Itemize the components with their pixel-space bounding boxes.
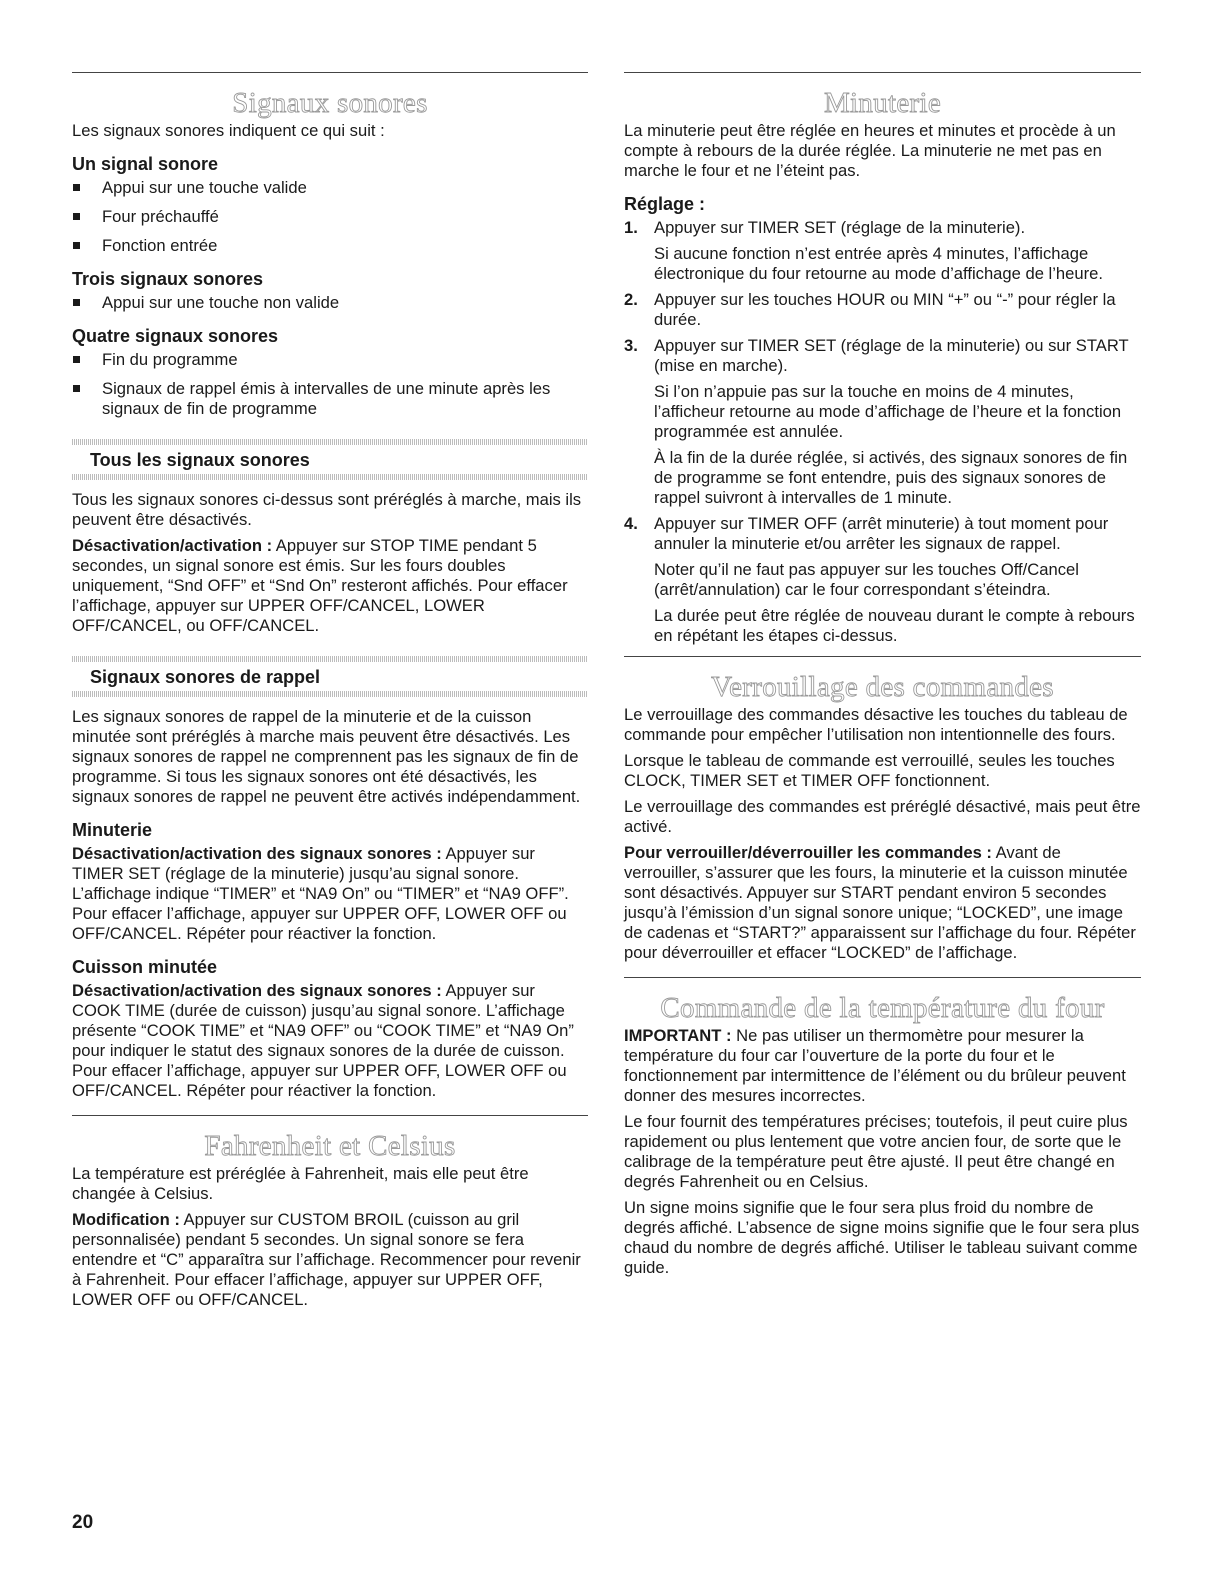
section-rule bbox=[72, 1115, 588, 1116]
fahrenheit-p1: La température est préréglée à Fahrenheit, mais elle peut être changée à Celsius. bbox=[72, 1164, 529, 1203]
list-item: Fonction entrée bbox=[72, 236, 588, 256]
rappel-p1: Les signaux sonores de rappel de la minuterie et de la cuisson minutée sont préréglés à marche mais peuvent être désactivés. Les signaux sonores de rappel ne comprennent pas les signaux de fin de programme. Si tous les signaux sonores ont été désactivés, les signaux sonores de rappel ne peuvent être activés indépendamment. bbox=[72, 707, 581, 806]
step-number: 2. bbox=[624, 290, 638, 309]
step-note: Si l’on n’appuie pas sur la touche en moins de 4 minutes, l’afficheur retourne au mode d’affichage de l’heure et la fonction programmée est annulée. bbox=[654, 382, 1122, 441]
temperature-p3: Un signe moins signifie que le four sera plus froid du nombre de degrés affiché. L’absence de signe moins signifie que le four sera plus chaud du nombre de degrés affiché. Utiliser le tableau suivant comme guide. bbox=[624, 1198, 1140, 1277]
tous-p2 bbox=[72, 536, 588, 636]
step-text: Appuyer sur TIMER SET (réglage de la minuterie) ou sur START (mise en marche). bbox=[654, 336, 1129, 375]
list-item: Four préchauffé bbox=[72, 207, 588, 227]
heading-tous-signaux: Tous les signaux sonores bbox=[90, 450, 310, 470]
bold-label: IMPORTANT : bbox=[624, 1026, 732, 1045]
list-quatre-signaux bbox=[72, 350, 588, 419]
section-title-signaux-sonores: Signaux sonores bbox=[232, 87, 428, 119]
verrouillage-p2: Lorsque le tableau de commande est verrouillé, seules les touches CLOCK, TIMER SET et TIMER OFF fonctionnent. bbox=[624, 751, 1115, 790]
heading-minuterie-rappel: Minuterie bbox=[72, 820, 153, 840]
step-number: 4. bbox=[624, 514, 638, 533]
step-number: 3. bbox=[624, 336, 638, 355]
paragraph-text: Avant de verrouiller, s’assurer que les fours, la minuterie et la cuisson minutée sont désactivés. Appuyer sur START pendant environ 5 secondes jusqu’à l’émission d’un signal sonore unique; “LOCKED”, une image de cadenas et “START?” apparaissent sur l’affichage du four. Répéter pour déverrouiller et effacer “LOCKED” de l’affichage. bbox=[624, 843, 1136, 962]
step-text: Appuyer sur TIMER OFF (arrêt minuterie) à tout moment pour annuler la minuterie et/ou arrêter les signaux de rappel. bbox=[654, 514, 1109, 553]
bold-label: Désactivation/activation : bbox=[72, 536, 273, 555]
paragraph-text: Appuyer sur STOP TIME pendant 5 secondes, un signal sonore est émis. Sur les fours doubles uniquement, “Snd OFF” et “Snd On” resteront affichés. Pour effacer l’affichage, appuyer sur UPPER OFF/CANCEL, LOWER OFF/CANCEL, ou OFF/CANCEL. bbox=[72, 536, 568, 635]
section-rule bbox=[72, 72, 588, 73]
heading-quatre-signaux: Quatre signaux sonores bbox=[72, 326, 279, 346]
step-text: Appuyer sur les touches HOUR ou MIN “+” ou “-” pour régler la durée. bbox=[654, 290, 1116, 329]
step-text: Appuyer sur TIMER SET (réglage de la minuterie). bbox=[654, 218, 1026, 237]
verrouillage-p4 bbox=[624, 843, 1141, 963]
step-note: Noter qu’il ne faut pas appuyer sur les touches Off/Cancel (arrêt/annulation) car le four correspondant s’éteindra. bbox=[654, 560, 1079, 599]
bold-label: Désactivation/activation des signaux sonores : bbox=[72, 844, 442, 863]
band-decoration bbox=[72, 474, 588, 480]
bold-label: Modification : bbox=[72, 1210, 180, 1229]
step-note: Si aucune fonction n’est entrée après 4 minutes, l’affichage électronique du four retourne au mode d’affichage de l’heure. bbox=[654, 244, 1103, 283]
tous-p1: Tous les signaux sonores ci-dessus sont préréglés à marche, mais ils peuvent être désactivés. bbox=[72, 490, 582, 529]
minuterie-rappel-text bbox=[72, 844, 588, 944]
heading-signaux-rappel: Signaux sonores de rappel bbox=[90, 667, 321, 687]
heading-reglage: Réglage : bbox=[624, 194, 706, 214]
heading-trois-signaux: Trois signaux sonores bbox=[72, 269, 264, 289]
right-column bbox=[624, 72, 1141, 1284]
banded-heading-rappel bbox=[72, 656, 588, 697]
heading-cuisson-minutee: Cuisson minutée bbox=[72, 957, 218, 977]
section-rule bbox=[624, 977, 1141, 978]
left-column bbox=[72, 72, 588, 1316]
bold-label: Pour verrouiller/déverrouiller les commandes : bbox=[624, 843, 992, 862]
section-rule bbox=[624, 656, 1141, 657]
list-trois-signaux bbox=[72, 293, 588, 313]
section-title-minuterie: Minuterie bbox=[823, 87, 942, 119]
list-item: Appui sur une touche valide bbox=[72, 178, 588, 198]
cuisson-minutee-text bbox=[72, 981, 588, 1101]
step-note: La durée peut être réglée de nouveau durant le compte à rebours en répétant les étapes ci-dessus. bbox=[654, 606, 1135, 645]
banded-heading-tous bbox=[72, 439, 588, 480]
paragraph-text: Appuyer sur COOK TIME (durée de cuisson) jusqu’au signal sonore. L’affichage présente “COOK TIME” et “NA9 OFF” ou “COOK TIME” et “NA9 On” pour indiquer le statut des signaux sonores de la durée de cuisson. Pour effacer l’affichage, appuyer sur UPPER OFF, LOWER OFF ou OFF/CANCEL. Répéter pour réactiver la fonction. bbox=[72, 981, 574, 1100]
temperature-p1 bbox=[624, 1026, 1141, 1106]
verrouillage-p3: Le verrouillage des commandes est préréglé désactivé, mais peut être activé. bbox=[624, 797, 1141, 836]
step-item bbox=[624, 290, 1141, 330]
step-item bbox=[624, 218, 1141, 284]
reglage-steps bbox=[624, 218, 1141, 646]
verrouillage-p1: Le verrouillage des commandes désactive les touches du tableau de commande pour empêcher l’utilisation non intentionnelle des fours. bbox=[624, 705, 1128, 744]
paragraph-text: Appuyer sur CUSTOM BROIL (cuisson au gril personnalisée) pendant 5 secondes. Un signal sonore se fera entendre et “C” apparaîtra sur l’affichage. Recommencer pour revenir à Fahrenheit. Pour effacer l’affichage, appuyer sur UPPER OFF, LOWER OFF ou OFF/CANCEL. bbox=[72, 1210, 581, 1309]
list-item: Signaux de rappel émis à intervalles de une minute après les signaux de fin de programme bbox=[72, 379, 588, 419]
section-title-verrouillage: Verrouillage des commandes bbox=[711, 671, 1054, 703]
section-title-fahrenheit: Fahrenheit et Celsius bbox=[204, 1130, 456, 1162]
step-item bbox=[624, 336, 1141, 508]
minuterie-intro: La minuterie peut être réglée en heures et minutes et procède à un compte à rebours de la durée réglée. La minuterie ne met pas en marche le four et ne l’éteint pas. bbox=[624, 121, 1116, 180]
section-rule bbox=[624, 72, 1141, 73]
step-item bbox=[624, 514, 1141, 646]
fahrenheit-p2 bbox=[72, 1210, 588, 1310]
bold-label: Désactivation/activation des signaux sonores : bbox=[72, 981, 442, 1000]
list-item: Appui sur une touche non valide bbox=[72, 293, 588, 313]
heading-un-signal: Un signal sonore bbox=[72, 154, 219, 174]
list-un-signal bbox=[72, 178, 588, 256]
paragraph-text: Ne pas utiliser un thermomètre pour mesurer la température du four car l’ouverture de la porte du four et le fonctionnement par intermittence de l’élément ou du brûleur peuvent donner des mesures incorrectes. bbox=[624, 1026, 1126, 1105]
signaux-intro: Les signaux sonores indiquent ce qui suit : bbox=[72, 121, 385, 140]
paragraph-text: Appuyer sur TIMER SET (réglage de la minuterie) jusqu’au signal sonore. L’affichage indique “TIMER” et “NA9 On” ou “TIMER” et “NA9 OFF”. Pour effacer l’affichage, appuyer sur UPPER OFF, LOWER OFF ou OFF/CANCEL. Répéter pour réactiver la fonction. bbox=[72, 844, 569, 943]
section-title-temperature: Commande de la température du four bbox=[660, 992, 1105, 1024]
step-number: 1. bbox=[624, 218, 638, 237]
step-note: À la fin de la durée réglée, si activés, des signaux sonores de fin de programme se font entendre, puis des signaux sonores de rappel suivront à intervalles de 1 minute. bbox=[654, 448, 1128, 507]
temperature-p2: Le four fournit des températures précises; toutefois, il peut cuire plus rapidement ou plus lentement que votre ancien four, de sorte que le calibrage de la température peut être ajusté. Il peut être changé en degrés Fahrenheit ou en Celsius. bbox=[624, 1112, 1128, 1191]
page-number: 20 bbox=[72, 1512, 94, 1533]
list-item: Fin du programme bbox=[72, 350, 588, 370]
band-decoration bbox=[72, 691, 588, 697]
